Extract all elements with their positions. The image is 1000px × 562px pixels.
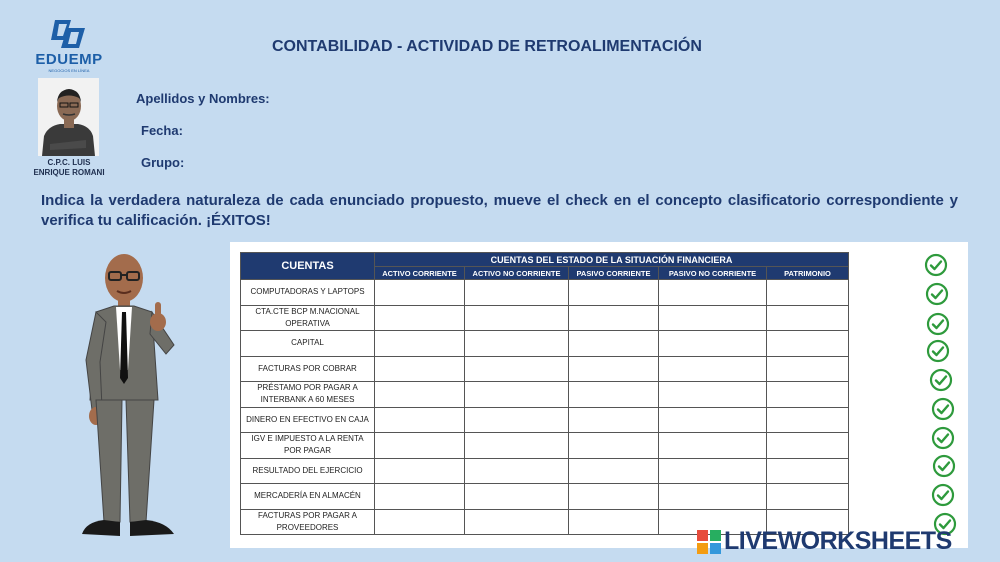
drop-cell[interactable]	[569, 407, 659, 433]
drop-cell[interactable]	[465, 356, 569, 382]
drop-cell[interactable]	[659, 305, 767, 331]
account-name-line1: CTA.CTE BCP M.NACIONAL	[255, 306, 360, 316]
drop-cell[interactable]	[465, 509, 569, 535]
drop-cell[interactable]	[465, 407, 569, 433]
group-label: Grupo:	[141, 155, 185, 170]
drop-cell[interactable]	[375, 407, 465, 433]
drop-cell[interactable]	[465, 484, 569, 510]
accounts-header: CUENTAS	[241, 253, 375, 280]
account-name-line2: PROVEEDORES	[276, 522, 339, 532]
column-header: ACTIVO NO CORRIENTE	[465, 267, 569, 280]
check-icon[interactable]	[926, 339, 950, 363]
drop-cell[interactable]	[659, 280, 767, 306]
date-label: Fecha:	[141, 123, 183, 138]
drop-cell[interactable]	[569, 509, 659, 535]
account-name	[241, 382, 375, 408]
drop-cell[interactable]	[375, 484, 465, 510]
account-name	[241, 280, 375, 306]
check-icon[interactable]	[931, 397, 955, 421]
drop-cell[interactable]	[375, 280, 465, 306]
drop-cell[interactable]	[659, 484, 767, 510]
drop-cell[interactable]	[767, 484, 849, 510]
table-row	[241, 433, 849, 459]
liveworksheets-logo-icon	[697, 530, 721, 554]
account-name-line1: DINERO EN EFECTIVO EN CAJA	[246, 414, 369, 424]
teacher-photo	[38, 78, 99, 156]
drop-cell[interactable]	[767, 305, 849, 331]
column-header: ACTIVO CORRIENTE	[375, 267, 465, 280]
account-name	[241, 484, 375, 510]
column-header: PATRIMONIO	[767, 267, 849, 280]
drop-cell[interactable]	[659, 407, 767, 433]
teacher-caption	[28, 158, 110, 178]
brand-tagline: NEGOCIOS EN LÍNEA	[48, 68, 90, 73]
cartoon-teacher-illustration	[74, 250, 184, 547]
drop-cell[interactable]	[767, 458, 849, 484]
account-name-line2: OPERATIVA	[285, 318, 330, 328]
drop-cell[interactable]	[465, 305, 569, 331]
account-name-line1: IGV E IMPUESTO A LA RENTA	[251, 434, 364, 444]
check-icon[interactable]	[932, 454, 956, 478]
account-name	[241, 356, 375, 382]
drop-cell[interactable]	[465, 458, 569, 484]
watermark-text: LIVEWORKSHEETS	[724, 527, 952, 555]
check-icon[interactable]	[926, 312, 950, 336]
drop-cell[interactable]	[375, 433, 465, 459]
drop-cell[interactable]	[659, 382, 767, 408]
account-name-line1: COMPUTADORAS Y LAPTOPS	[250, 287, 365, 297]
drop-cell[interactable]	[375, 356, 465, 382]
drop-cell[interactable]	[767, 382, 849, 408]
brand-name: EDUEMP	[35, 51, 103, 68]
drop-cell[interactable]	[659, 458, 767, 484]
table-row	[241, 458, 849, 484]
check-icon[interactable]	[929, 368, 953, 392]
table-row	[241, 484, 849, 510]
column-header: PASIVO NO CORRIENTE	[659, 267, 767, 280]
table-row	[241, 407, 849, 433]
account-name-line1: CAPITAL	[291, 338, 324, 348]
check-icon[interactable]	[931, 483, 955, 507]
drop-cell[interactable]	[465, 382, 569, 408]
drop-cell[interactable]	[659, 331, 767, 357]
eduemp-logo-icon	[49, 18, 89, 50]
drop-cell[interactable]	[465, 331, 569, 357]
drop-cell[interactable]	[569, 433, 659, 459]
account-name	[241, 458, 375, 484]
drop-cell[interactable]	[569, 382, 659, 408]
drop-cell[interactable]	[465, 280, 569, 306]
table-row	[241, 331, 849, 357]
account-name-line1: FACTURAS POR PAGAR A	[258, 510, 357, 520]
table-row	[241, 280, 849, 306]
account-name-line1: RESULTADO DEL EJERCICIO	[252, 465, 363, 475]
liveworksheets-watermark	[697, 527, 952, 556]
table-row	[241, 382, 849, 408]
account-name	[241, 433, 375, 459]
drop-cell[interactable]	[569, 331, 659, 357]
account-name-line1: FACTURAS POR COBRAR	[258, 363, 357, 373]
financial-statement-header: CUENTAS DEL ESTADO DE LA SITUACIÓN FINANCIERA	[375, 253, 849, 267]
drop-cell[interactable]	[569, 484, 659, 510]
drop-cell[interactable]	[767, 331, 849, 357]
table-row	[241, 356, 849, 382]
page-title: CONTABILIDAD - ACTIVIDAD DE RETROALIMENTACIÓN	[272, 38, 702, 55]
check-icon[interactable]	[931, 426, 955, 450]
check-icon[interactable]	[925, 282, 949, 306]
drop-cell[interactable]	[375, 509, 465, 535]
check-icon[interactable]	[924, 253, 948, 277]
account-name	[241, 331, 375, 357]
drop-cell[interactable]	[569, 305, 659, 331]
drop-cell[interactable]	[569, 458, 659, 484]
account-name-line1: MERCADERÍA EN ALMACÉN	[254, 491, 361, 501]
drop-cell[interactable]	[659, 433, 767, 459]
drop-cell[interactable]	[375, 331, 465, 357]
drop-cell[interactable]	[375, 382, 465, 408]
drop-cell[interactable]	[375, 458, 465, 484]
drop-cell[interactable]	[767, 433, 849, 459]
account-name	[241, 407, 375, 433]
drop-cell[interactable]	[465, 433, 569, 459]
instructions-text: Indica la verdadera naturaleza de cada enunciado propuesto, mueve el check en el concepto clasificatorio correspondiente y verifica tu calificación. ¡ÉXITOS!	[41, 192, 958, 229]
account-name	[241, 509, 375, 535]
drop-cell[interactable]	[375, 305, 465, 331]
drop-cell[interactable]	[569, 280, 659, 306]
column-header: PASIVO CORRIENTE	[569, 267, 659, 280]
drop-cell[interactable]	[569, 356, 659, 382]
drop-cell[interactable]	[767, 407, 849, 433]
account-name-line1: PRÉSTAMO POR PAGAR A	[257, 383, 358, 393]
names-label: Apellidos y Nombres:	[136, 91, 270, 106]
account-name	[241, 305, 375, 331]
classification-table	[240, 252, 849, 535]
drop-cell[interactable]	[767, 280, 849, 306]
account-name-line2: INTERBANK A 60 MESES	[260, 395, 355, 405]
table-row	[241, 305, 849, 331]
drop-cell[interactable]	[659, 356, 767, 382]
teacher-caption-line1: C.P.C. LUIS	[47, 158, 91, 167]
drop-cell[interactable]	[767, 356, 849, 382]
worksheet-table-panel	[230, 242, 968, 548]
teacher-caption-line2: ENRIQUE ROMANI	[33, 168, 105, 177]
account-name-line2: POR PAGAR	[284, 446, 331, 456]
eduemp-logo	[30, 18, 108, 73]
